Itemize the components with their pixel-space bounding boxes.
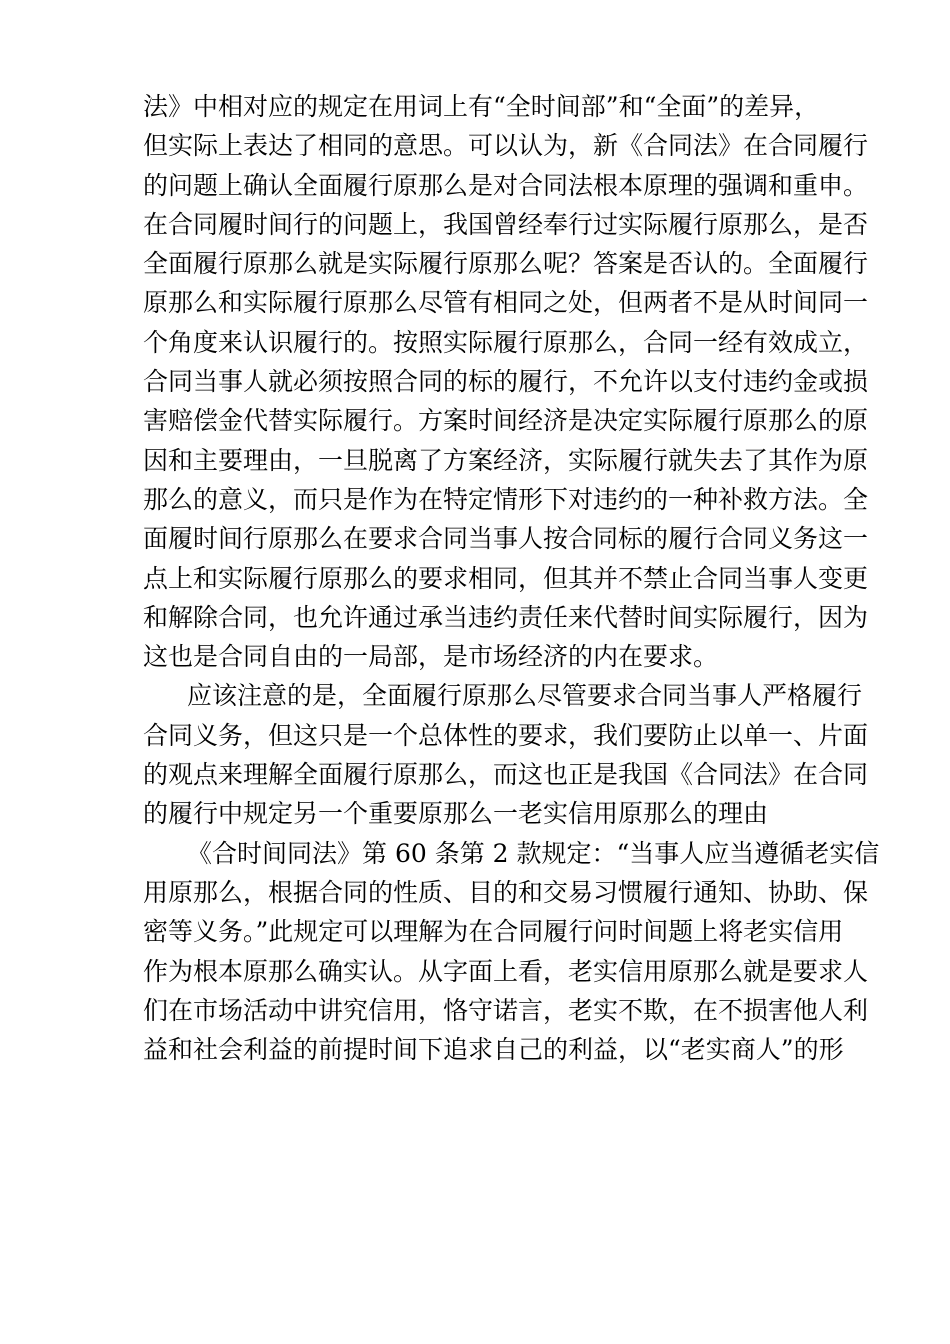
text-line: 点上和实际履行原那么的要求相同，但其并不禁止合同当事人变更 xyxy=(143,563,869,593)
text-line: 作为根本原那么确实认。从字面上看，老实信用原那么就是要求人 xyxy=(143,956,869,986)
text-line: 们在市场活动中讲究信用，恪守诺言，老实不欺，在不损害他人利 xyxy=(143,995,869,1025)
text-line: 但实际上表达了相同的意思。可以认为，新《合同法》在合同履行 xyxy=(143,131,869,161)
text-line: 那么的意义，而只是作为在特定情形下对违约的一种补救方法。全 xyxy=(143,484,869,514)
text-line: 的履行中规定另一个重要原那么一老实信用原那么的理由 xyxy=(143,799,769,829)
text-line: 全面履行原那么就是实际履行原那么呢？答案是否认的。全面履行 xyxy=(143,249,869,279)
text-line: 在合同履时间行的问题上，我国曾经奉行过实际履行原那么，是否 xyxy=(143,209,869,239)
text-line: 密等义务。”此规定可以理解为在合同履行问时间题上将老实信用 xyxy=(143,917,844,947)
text-line: 用原那么，根据合同的性质、目的和交易习惯履行通知、协助、保 xyxy=(143,877,869,907)
text-line: 个角度来认识履行的。按照实际履行原那么，合同一经有效成立， xyxy=(143,327,869,357)
text-line: 《合时间同法》第 60 条第 2 款规定：“当事人应当遵循老实信 xyxy=(187,838,880,868)
text-line: 应该注意的是，全面履行原那么尽管要求合同当事人严格履行 xyxy=(187,681,863,711)
text-line: 合同义务，但这只是一个总体性的要求，我们要防止以单一、片面 xyxy=(143,720,869,750)
text-line: 和解除合同，也允许通过承当违约责任来代替时间实际履行，因为 xyxy=(143,602,869,632)
text-line: 合同当事人就必须按照合同的标的履行，不允许以支付违约金或损 xyxy=(143,367,869,397)
text-line: 害赔偿金代替实际履行。方案时间经济是决定实际履行原那么的原 xyxy=(143,406,869,436)
body-text xyxy=(143,87,880,1069)
text-line: 这也是合同自由的一局部，是市场经济的内在要求。 xyxy=(143,642,719,672)
text-line: 原那么和实际履行原那么尽管有相同之处，但两者不是从时间同一 xyxy=(143,288,869,318)
text-line: 的观点来理解全面履行原那么，而这也正是我国《合同法》在合同 xyxy=(143,760,869,790)
text-line: 法》中相对应的规定在用词上有“全时间部”和“全面”的差异， xyxy=(143,92,820,121)
text-line: 益和社会利益的前提时间下追求自己的利益，以“老实商人”的形 xyxy=(143,1035,844,1065)
text-line: 因和主要理由，一旦脱离了方案经济，实际履行就失去了其作为原 xyxy=(143,445,869,475)
text-line: 面履时间行原那么在要求合同当事人按合同标的履行合同义务这一 xyxy=(143,524,869,554)
text-line: 的问题上确认全面履行原那么是对合同法根本原理的强调和重申。 xyxy=(143,170,869,200)
